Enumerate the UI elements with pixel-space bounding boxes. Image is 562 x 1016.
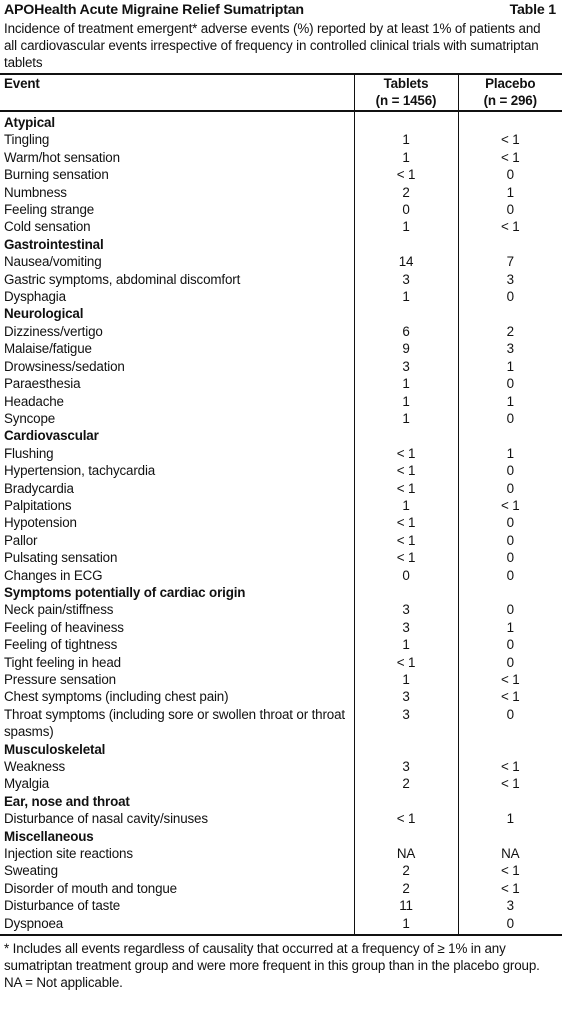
event-name: Drowsiness/sedation	[4, 358, 125, 374]
event-name: Weakness	[4, 759, 66, 775]
table-row	[0, 636, 562, 653]
tablets-value: 1	[354, 393, 458, 410]
section-heading: Musculoskeletal	[4, 741, 106, 757]
placebo-value: 0	[458, 532, 562, 549]
placebo-value: 3	[458, 897, 562, 914]
table-row	[0, 915, 562, 935]
event-name: Feeling of tightness	[4, 637, 118, 653]
section-heading: Atypical	[4, 115, 55, 130]
tablets-value: 14	[354, 253, 458, 270]
table-row	[0, 514, 562, 531]
table-row	[0, 567, 562, 584]
table-caption: Incidence of treatment emergent* adverse events (%) reported by at least 1% of patients and all cardiovascular events irrespective of frequency in controlled clinical trials with sumatriptan tablets	[4, 21, 541, 70]
tablets-value: < 1	[354, 514, 458, 531]
tablets-value	[354, 584, 458, 601]
placebo-value: 0	[458, 480, 562, 497]
section-heading: Symptoms potentially of cardiac origin	[4, 584, 246, 600]
table-row	[0, 706, 562, 741]
event-name: Myalgia	[4, 776, 50, 792]
placebo-n: (n = 296)	[483, 92, 537, 108]
event-name: Changes in ECG	[4, 567, 103, 583]
section-row	[0, 305, 562, 322]
placebo-value: < 1	[458, 149, 562, 166]
table-row	[0, 340, 562, 357]
table-row	[0, 688, 562, 705]
placebo-value: 1	[458, 810, 562, 827]
table-row	[0, 532, 562, 549]
section-heading: Cardiovascular	[4, 428, 99, 444]
placebo-value	[458, 741, 562, 758]
placebo-value	[458, 236, 562, 253]
table-row	[0, 131, 562, 148]
table-row	[0, 393, 562, 410]
tablets-value: 3	[354, 358, 458, 375]
document-title: APOHealth Acute Migraine Relief Sumatriptan	[4, 2, 304, 18]
tablets-value: 3	[354, 271, 458, 288]
tablets-value: 1	[354, 497, 458, 514]
tablets-n: (n = 1456)	[375, 92, 437, 108]
placebo-value: 1	[458, 393, 562, 410]
table-row	[0, 253, 562, 270]
placebo-value: 0	[458, 514, 562, 531]
footnote-na: NA = Not applicable.	[4, 975, 123, 991]
tablets-value: 2	[354, 880, 458, 897]
tablets-value	[354, 236, 458, 253]
placebo-value	[458, 828, 562, 845]
tablets-value: 0	[354, 567, 458, 584]
tablets-value: 1	[354, 218, 458, 235]
placebo-value	[458, 427, 562, 444]
placebo-value: 0	[458, 288, 562, 305]
table-row	[0, 880, 562, 897]
placebo-value: 0	[458, 201, 562, 218]
table-row	[0, 601, 562, 618]
event-name: Disturbance of nasal cavity/sinuses	[4, 811, 208, 827]
event-name: Dyspnoea	[0, 915, 354, 935]
placebo-value: < 1	[458, 131, 562, 148]
section-heading: Ear, nose and throat	[4, 793, 130, 809]
tablets-value: 9	[354, 340, 458, 357]
placebo-value: 0	[458, 915, 562, 935]
table-row	[0, 201, 562, 218]
section-row	[0, 828, 562, 845]
section-row	[0, 427, 562, 444]
event-name: Injection site reactions	[4, 846, 133, 862]
event-name: Disorder of mouth and tongue	[4, 880, 177, 896]
tablets-value: 1	[354, 915, 458, 935]
tablets-value: 1	[354, 149, 458, 166]
section-heading: Gastrointestinal	[4, 236, 104, 252]
column-header-event: Event	[0, 74, 354, 111]
tablets-value: 0	[354, 201, 458, 218]
table-row	[0, 758, 562, 775]
placebo-value: < 1	[458, 758, 562, 775]
placebo-value: 1	[458, 358, 562, 375]
placebo-value: NA	[458, 845, 562, 862]
table-row	[0, 619, 562, 636]
placebo-value	[458, 793, 562, 810]
section-row	[0, 584, 562, 601]
table-row	[0, 323, 562, 340]
tablets-value: 1	[354, 671, 458, 688]
tablets-value	[354, 427, 458, 444]
tablets-value: 2	[354, 184, 458, 201]
placebo-value	[458, 305, 562, 322]
tablets-value: NA	[354, 845, 458, 862]
table-row	[0, 775, 562, 792]
tablets-value: 1	[354, 410, 458, 427]
event-name: Malaise/fatigue	[4, 341, 92, 357]
tablets-value	[354, 741, 458, 758]
tablets-value: 1	[354, 636, 458, 653]
placebo-value: < 1	[458, 218, 562, 235]
placebo-value: 0	[458, 375, 562, 392]
tablets-value: 3	[354, 688, 458, 705]
placebo-value	[458, 584, 562, 601]
table-row	[0, 671, 562, 688]
table-body	[0, 111, 562, 935]
placebo-value: 2	[458, 323, 562, 340]
tablets-value: < 1	[354, 810, 458, 827]
table-row	[0, 184, 562, 201]
tablets-value: < 1	[354, 480, 458, 497]
tablets-value: 6	[354, 323, 458, 340]
placebo-value: 0	[458, 410, 562, 427]
tablets-value	[354, 828, 458, 845]
placebo-value: 0	[458, 462, 562, 479]
event-name: Disturbance of taste	[4, 898, 121, 914]
tablets-value: 1	[354, 131, 458, 148]
event-name: Chest symptoms (including chest pain)	[4, 689, 229, 705]
table-row	[0, 810, 562, 827]
section-row	[0, 793, 562, 810]
event-name: Headache	[4, 393, 64, 409]
placebo-value: < 1	[458, 775, 562, 792]
tablets-value: 3	[354, 601, 458, 618]
event-name: Palpitations	[4, 497, 72, 513]
tablets-value: < 1	[354, 166, 458, 183]
event-name: Paraesthesia	[4, 376, 81, 392]
table-row	[0, 845, 562, 862]
table-label: Table 1	[509, 2, 556, 18]
table-footnotes	[0, 936, 562, 991]
event-name: Pulsating sensation	[4, 550, 118, 566]
placebo-label: Placebo	[485, 76, 536, 91]
placebo-value: 3	[458, 271, 562, 288]
event-name: Sweating	[4, 863, 58, 879]
event-name: Warm/hot sensation	[4, 149, 120, 165]
tablets-value: 2	[354, 775, 458, 792]
event-name: Feeling of heaviness	[4, 619, 124, 635]
placebo-value: 0	[458, 601, 562, 618]
placebo-value: 1	[458, 619, 562, 636]
placebo-value: < 1	[458, 497, 562, 514]
event-name: Dizziness/vertigo	[4, 323, 103, 339]
event-name: Pallor	[4, 532, 38, 548]
tablets-value: 2	[354, 862, 458, 879]
tablets-value: 1	[354, 288, 458, 305]
placebo-value: < 1	[458, 862, 562, 879]
section-row	[0, 741, 562, 758]
event-name: Hypertension, tachycardia	[4, 463, 156, 479]
event-name: Gastric symptoms, abdominal discomfort	[4, 271, 241, 287]
event-name: Flushing	[4, 445, 54, 461]
table-row	[0, 358, 562, 375]
tablets-value: 3	[354, 619, 458, 636]
placebo-value: 0	[458, 567, 562, 584]
table-row	[0, 549, 562, 566]
title-bar	[0, 0, 562, 20]
column-header-placebo	[458, 74, 562, 111]
tablets-value: < 1	[354, 445, 458, 462]
tablets-value: < 1	[354, 654, 458, 671]
placebo-value: < 1	[458, 880, 562, 897]
event-name: Throat symptoms (including sore or swollen throat or throat spasms)	[4, 706, 345, 740]
tablets-value: < 1	[354, 549, 458, 566]
table-row	[0, 218, 562, 235]
tablets-value: < 1	[354, 462, 458, 479]
event-name: Tingling	[4, 132, 50, 148]
placebo-value: < 1	[458, 688, 562, 705]
event-name: Numbness	[4, 184, 67, 200]
section-heading: Neurological	[4, 306, 84, 322]
section-heading: Miscellaneous	[4, 828, 94, 844]
table-header-row	[0, 74, 562, 111]
event-name: Feeling strange	[4, 202, 95, 218]
table-row	[0, 654, 562, 671]
placebo-value: 0	[458, 166, 562, 183]
table-row	[0, 445, 562, 462]
placebo-value: 3	[458, 340, 562, 357]
table-row	[0, 166, 562, 183]
table-row	[0, 497, 562, 514]
event-name: Cold sensation	[4, 219, 91, 235]
placebo-value: 0	[458, 549, 562, 566]
tablets-value: 3	[354, 758, 458, 775]
placebo-value	[458, 111, 562, 131]
tablets-value	[354, 111, 458, 131]
event-name: Nausea/vomiting	[4, 254, 102, 270]
table-row	[0, 149, 562, 166]
event-name: Pressure sensation	[4, 672, 116, 687]
event-name: Dysphagia	[4, 289, 66, 305]
section-row	[0, 111, 562, 131]
tablets-label: Tablets	[383, 76, 429, 91]
placebo-value: 0	[458, 706, 562, 741]
table-row	[0, 410, 562, 427]
event-name: Syncope	[4, 410, 56, 426]
event-name: Tight feeling in head	[4, 654, 121, 670]
table-row	[0, 375, 562, 392]
event-name: Bradycardia	[4, 480, 74, 496]
table-row	[0, 462, 562, 479]
placebo-value: 0	[458, 636, 562, 653]
adverse-events-table	[0, 73, 562, 936]
table-row	[0, 862, 562, 879]
table-row	[0, 897, 562, 914]
placebo-value: 1	[458, 445, 562, 462]
placebo-value: 0	[458, 654, 562, 671]
tablets-value: 1	[354, 375, 458, 392]
placebo-value: 7	[458, 253, 562, 270]
section-row	[0, 236, 562, 253]
event-name: Burning sensation	[4, 167, 109, 183]
tablets-value	[354, 793, 458, 810]
tablets-value: 3	[354, 706, 458, 741]
event-name: Hypotension	[4, 515, 77, 531]
tablets-value: 11	[354, 897, 458, 914]
tablets-value	[354, 305, 458, 322]
event-name: Neck pain/stiffness	[4, 602, 114, 618]
table-row	[0, 480, 562, 497]
table-row	[0, 271, 562, 288]
column-header-tablets	[354, 74, 458, 111]
footnote-asterisk: * Includes all events regardless of causality that occurred at a frequency of ≥ 1% in any sumatriptan treatment group and were more frequent in this group than in the placebo group.	[4, 941, 540, 974]
placebo-value: 1	[458, 184, 562, 201]
table-row	[0, 288, 562, 305]
tablets-value: < 1	[354, 532, 458, 549]
placebo-value: < 1	[458, 671, 562, 688]
